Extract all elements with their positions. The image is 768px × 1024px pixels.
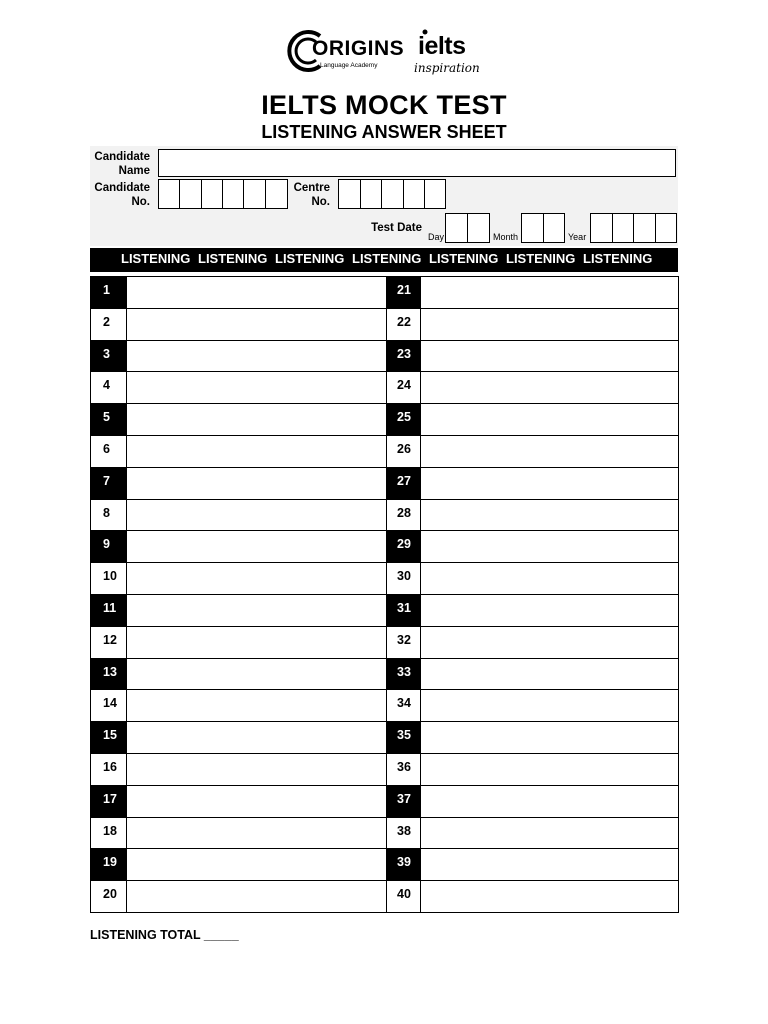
answer-field[interactable]	[421, 818, 678, 849]
answer-row	[91, 722, 386, 754]
question-number: 13	[91, 659, 127, 690]
centre-no-label-line1: Centre	[293, 182, 330, 194]
question-number: 23	[386, 341, 421, 372]
question-number: 27	[386, 468, 421, 499]
question-number: 9	[91, 531, 127, 562]
question-number: 36	[386, 754, 421, 785]
answer-field[interactable]	[127, 690, 386, 721]
answer-row	[386, 849, 678, 881]
answer-field[interactable]	[127, 372, 386, 403]
question-number: 15	[91, 722, 127, 753]
answer-field[interactable]	[421, 627, 678, 658]
header-label: LISTENING	[121, 251, 191, 266]
question-number: 2	[91, 309, 127, 340]
answer-row	[386, 372, 678, 404]
candidate-name-label	[90, 150, 150, 178]
answer-field[interactable]	[421, 722, 678, 753]
question-number: 37	[386, 786, 421, 817]
answer-field[interactable]	[421, 404, 678, 435]
answer-field[interactable]	[421, 468, 678, 499]
centre-no-label	[290, 181, 330, 209]
answer-field[interactable]	[127, 531, 386, 562]
answer-row	[91, 690, 386, 722]
answer-field[interactable]	[127, 341, 386, 372]
listening-total: LISTENING TOTAL _____	[90, 928, 239, 942]
answer-column-left	[91, 277, 386, 913]
answer-row	[386, 341, 678, 373]
answer-field[interactable]	[421, 309, 678, 340]
answer-field[interactable]	[421, 595, 678, 626]
ielts-tagline: inspiration	[414, 61, 480, 75]
candidate-name-field[interactable]	[158, 149, 676, 177]
question-number: 22	[386, 309, 421, 340]
answer-row	[91, 372, 386, 404]
origins-logo	[286, 28, 405, 76]
candidate-name-label-line2: Name	[118, 165, 150, 177]
month-field[interactable]	[521, 213, 565, 243]
question-number: 32	[386, 627, 421, 658]
question-number: 17	[91, 786, 127, 817]
ielts-logo	[412, 28, 492, 76]
answer-field[interactable]	[421, 786, 678, 817]
answer-row	[386, 818, 678, 850]
question-number: 19	[91, 849, 127, 880]
answer-field[interactable]	[421, 659, 678, 690]
month-label: Month	[493, 232, 519, 242]
answer-row	[91, 277, 386, 309]
answer-row	[91, 468, 386, 500]
answer-field[interactable]	[127, 627, 386, 658]
centre-no-label-line2: No.	[311, 196, 330, 208]
header-label: LISTENING	[506, 251, 576, 266]
answer-field[interactable]	[421, 277, 678, 308]
question-number: 6	[91, 436, 127, 467]
question-number: 38	[386, 818, 421, 849]
answer-field[interactable]	[421, 531, 678, 562]
answer-field[interactable]	[127, 563, 386, 594]
answer-row	[386, 563, 678, 595]
candidate-no-label	[90, 181, 150, 209]
answer-row	[91, 881, 386, 913]
answer-row	[91, 595, 386, 627]
answer-field[interactable]	[421, 372, 678, 403]
answer-row	[91, 500, 386, 532]
answer-row	[386, 404, 678, 436]
answer-grid	[90, 276, 679, 913]
answer-row	[386, 309, 678, 341]
answer-row	[386, 436, 678, 468]
answer-field[interactable]	[127, 659, 386, 690]
answer-field[interactable]	[127, 881, 386, 913]
answer-row	[91, 531, 386, 563]
question-number: 12	[91, 627, 127, 658]
question-number: 5	[91, 404, 127, 435]
answer-column-right	[386, 277, 678, 913]
question-number: 20	[91, 881, 127, 913]
answer-field[interactable]	[127, 500, 386, 531]
question-number: 7	[91, 468, 127, 499]
question-number: 11	[91, 595, 127, 626]
origins-wordmark: ORIGINS	[312, 37, 405, 60]
question-number: 40	[386, 881, 421, 913]
question-number: 33	[386, 659, 421, 690]
centre-no-field[interactable]	[338, 179, 446, 209]
answer-field[interactable]	[421, 754, 678, 785]
answer-row	[386, 722, 678, 754]
answer-row	[91, 849, 386, 881]
header-label: LISTENING	[429, 251, 499, 266]
answer-field[interactable]	[127, 404, 386, 435]
question-number: 34	[386, 690, 421, 721]
question-number: 25	[386, 404, 421, 435]
header-label: LISTENING	[275, 251, 345, 266]
answer-field[interactable]	[127, 818, 386, 849]
question-number: 14	[91, 690, 127, 721]
answer-field[interactable]	[421, 341, 678, 372]
year-label: Year	[568, 232, 587, 242]
answer-field[interactable]	[421, 881, 678, 913]
answer-field[interactable]	[127, 849, 386, 880]
question-number: 30	[386, 563, 421, 594]
question-number: 35	[386, 722, 421, 753]
answer-field[interactable]	[127, 786, 386, 817]
day-field[interactable]	[445, 213, 490, 243]
question-number: 26	[386, 436, 421, 467]
answer-field[interactable]	[127, 754, 386, 785]
answer-row	[91, 627, 386, 659]
test-date-label: Test Date	[371, 222, 422, 234]
listening-header-bar	[90, 248, 678, 272]
question-number: 31	[386, 595, 421, 626]
question-number: 16	[91, 754, 127, 785]
answer-row	[91, 436, 386, 468]
page-title: IELTS MOCK TEST	[261, 90, 507, 120]
question-number: 4	[91, 372, 127, 403]
answer-row	[386, 690, 678, 722]
answer-field[interactable]	[421, 849, 678, 880]
answer-row	[91, 818, 386, 850]
ielts-wordmark: ielts	[418, 32, 466, 60]
answer-row	[386, 627, 678, 659]
year-field[interactable]	[590, 213, 677, 243]
page-subtitle: LISTENING ANSWER SHEET	[261, 122, 507, 142]
answer-row	[91, 659, 386, 691]
header-label: LISTENING	[583, 251, 653, 266]
question-number: 10	[91, 563, 127, 594]
question-number: 8	[91, 500, 127, 531]
question-number: 18	[91, 818, 127, 849]
answer-row	[386, 277, 678, 309]
answer-field[interactable]	[127, 722, 386, 753]
answer-field[interactable]	[421, 690, 678, 721]
question-number: 3	[91, 341, 127, 372]
header-label: LISTENING	[198, 251, 268, 266]
answer-row	[386, 468, 678, 500]
origins-tagline: Language Academy	[320, 62, 378, 69]
answer-row	[386, 881, 678, 913]
answer-field[interactable]	[421, 500, 678, 531]
answer-field[interactable]	[421, 563, 678, 594]
candidate-no-field[interactable]	[158, 179, 288, 209]
answer-row	[91, 341, 386, 373]
answer-row	[386, 659, 678, 691]
answer-row	[386, 500, 678, 532]
answer-row	[91, 786, 386, 818]
answer-row	[91, 309, 386, 341]
question-number: 39	[386, 849, 421, 880]
question-number: 1	[91, 277, 127, 308]
answer-row	[386, 754, 678, 786]
answer-row	[386, 595, 678, 627]
answer-field[interactable]	[127, 595, 386, 626]
answer-field[interactable]	[127, 436, 386, 467]
answer-field[interactable]	[127, 468, 386, 499]
question-number: 21	[386, 277, 421, 308]
day-label: Day	[428, 232, 445, 242]
candidate-no-label-line1: Candidate	[94, 182, 150, 194]
answer-row	[91, 563, 386, 595]
answer-row	[91, 404, 386, 436]
answer-row	[386, 531, 678, 563]
question-number: 28	[386, 500, 421, 531]
answer-field[interactable]	[421, 436, 678, 467]
answer-field[interactable]	[127, 309, 386, 340]
answer-row	[91, 754, 386, 786]
question-number: 24	[386, 372, 421, 403]
answer-row	[386, 786, 678, 818]
header-label: LISTENING	[352, 251, 422, 266]
question-number: 29	[386, 531, 421, 562]
candidate-name-label-line1: Candidate	[94, 151, 150, 163]
candidate-no-label-line2: No.	[131, 196, 150, 208]
answer-field[interactable]	[127, 277, 386, 308]
